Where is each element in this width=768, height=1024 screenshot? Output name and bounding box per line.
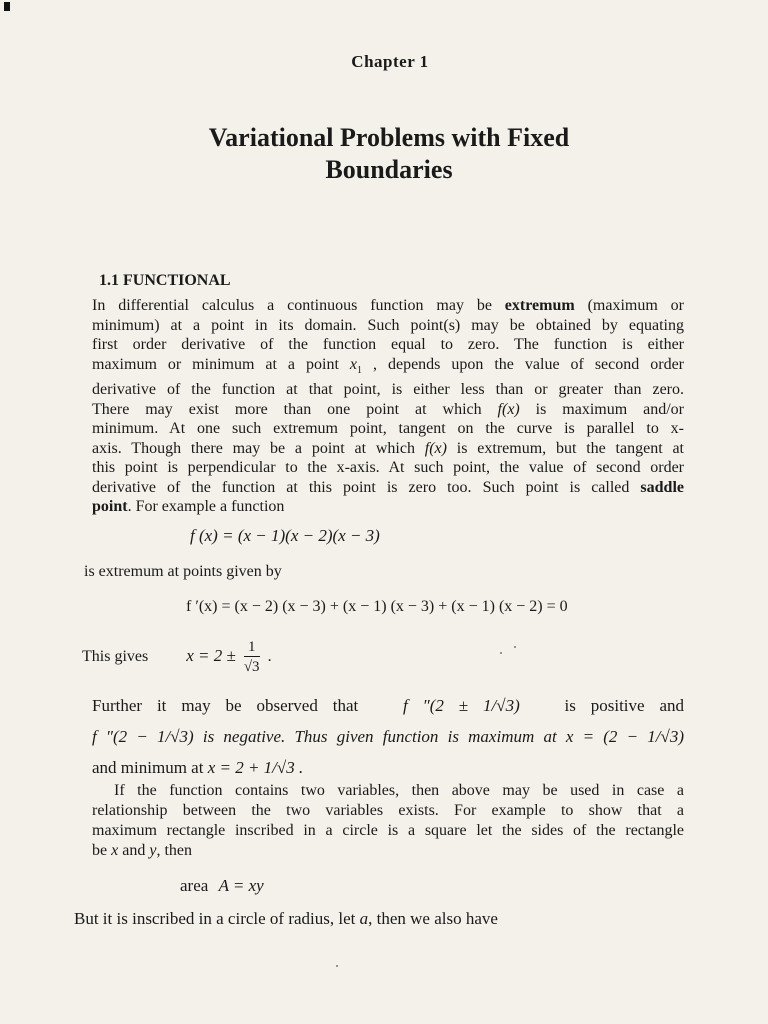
text-line: Further it may be observed that f ″(2 ± 1/√3) is positive and (92, 696, 685, 715)
text-line: maximum rectangle inscribed in a circle is a square let the sides of the rectangle (92, 822, 684, 839)
text-line: maximum or minimum at a point $x_1$ , depends upon the value of second order (92, 355, 685, 376)
text-line: point. For example a function (92, 498, 285, 516)
section-heading: 1.1 FUNCTIONAL (99, 272, 231, 289)
text-inscribed-circle: But it is inscribed in a circle of radius, let a, then we also have (74, 909, 498, 928)
fraction-period: . (267, 648, 272, 665)
text-line: derivative of the function at this point is zero too. Such point is called saddle (92, 478, 684, 496)
paragraph-functional (92, 296, 684, 517)
text-line: and minimum at x = 2 + 1/√3 . (92, 758, 304, 777)
page-corner-mark (4, 2, 10, 11)
text-line: minimum. At one such extremum point, tangent on the curve is parallel to x- (92, 420, 684, 438)
title-line-2: Boundaries (325, 155, 453, 184)
chapter-title (0, 122, 768, 186)
fraction-one-over-root3 (244, 638, 260, 677)
text-line: f ″(2 − 1/√3) is negative. Thus given function is maximum at x = (2 − 1/√3) (92, 727, 684, 746)
chapter-label: Chapter 1 (351, 52, 429, 71)
text-line: be x and y, then (92, 842, 192, 859)
equation-function: f (x) = (x − 1)(x − 2)(x − 3) (190, 526, 380, 545)
title-line-1: Variational Problems with Fixed (208, 123, 570, 152)
this-gives-label: This gives (82, 648, 149, 665)
paper-speck (514, 646, 516, 648)
paragraph-two-variables (92, 781, 684, 861)
area-label: area (180, 876, 209, 895)
text-line: axis. Though there may be a point at which f(x) is extremum, but the tangent at (92, 439, 684, 457)
text-line: minimum) at a point in its domain. Such point(s) may be obtained by equating (92, 316, 684, 334)
text-line: In differential calculus a continuous function may be extremum (maximum or (92, 297, 684, 314)
text-line: first order derivative of the function equal to zero. The function is either (92, 336, 684, 353)
area-expression: A = xy (218, 876, 264, 895)
paper-speck (336, 965, 338, 967)
paragraph-second-derivative (92, 690, 684, 783)
paper-speck (500, 652, 502, 654)
equation-area (180, 876, 264, 896)
equation-first-derivative: f ′(x) = (x − 2) (x − 3) + (x − 1) (x − 3) + (x − 1) (x − 2) = 0 (186, 598, 568, 615)
text-line: If the function contains two variables, then above may be used in case a (114, 782, 684, 799)
text-line: derivative of the function at that point, is either less than or greater than zero. (92, 381, 684, 399)
text-line: this point is perpendicular to the x-axis. At such point, the value of second order (92, 459, 684, 477)
text-line: relationship between the two variables exists. For example to show that a (92, 802, 684, 819)
text-line: There may exist more than one point at which f(x) is maximum and/or (92, 400, 684, 418)
this-gives-lhs: x = 2 ± (186, 646, 236, 665)
fraction-numerator: 1 (244, 638, 260, 657)
text-extremum-points: is extremum at points given by (84, 563, 282, 580)
this-gives-row (82, 636, 272, 677)
fraction-denominator: √3 (243, 658, 260, 675)
